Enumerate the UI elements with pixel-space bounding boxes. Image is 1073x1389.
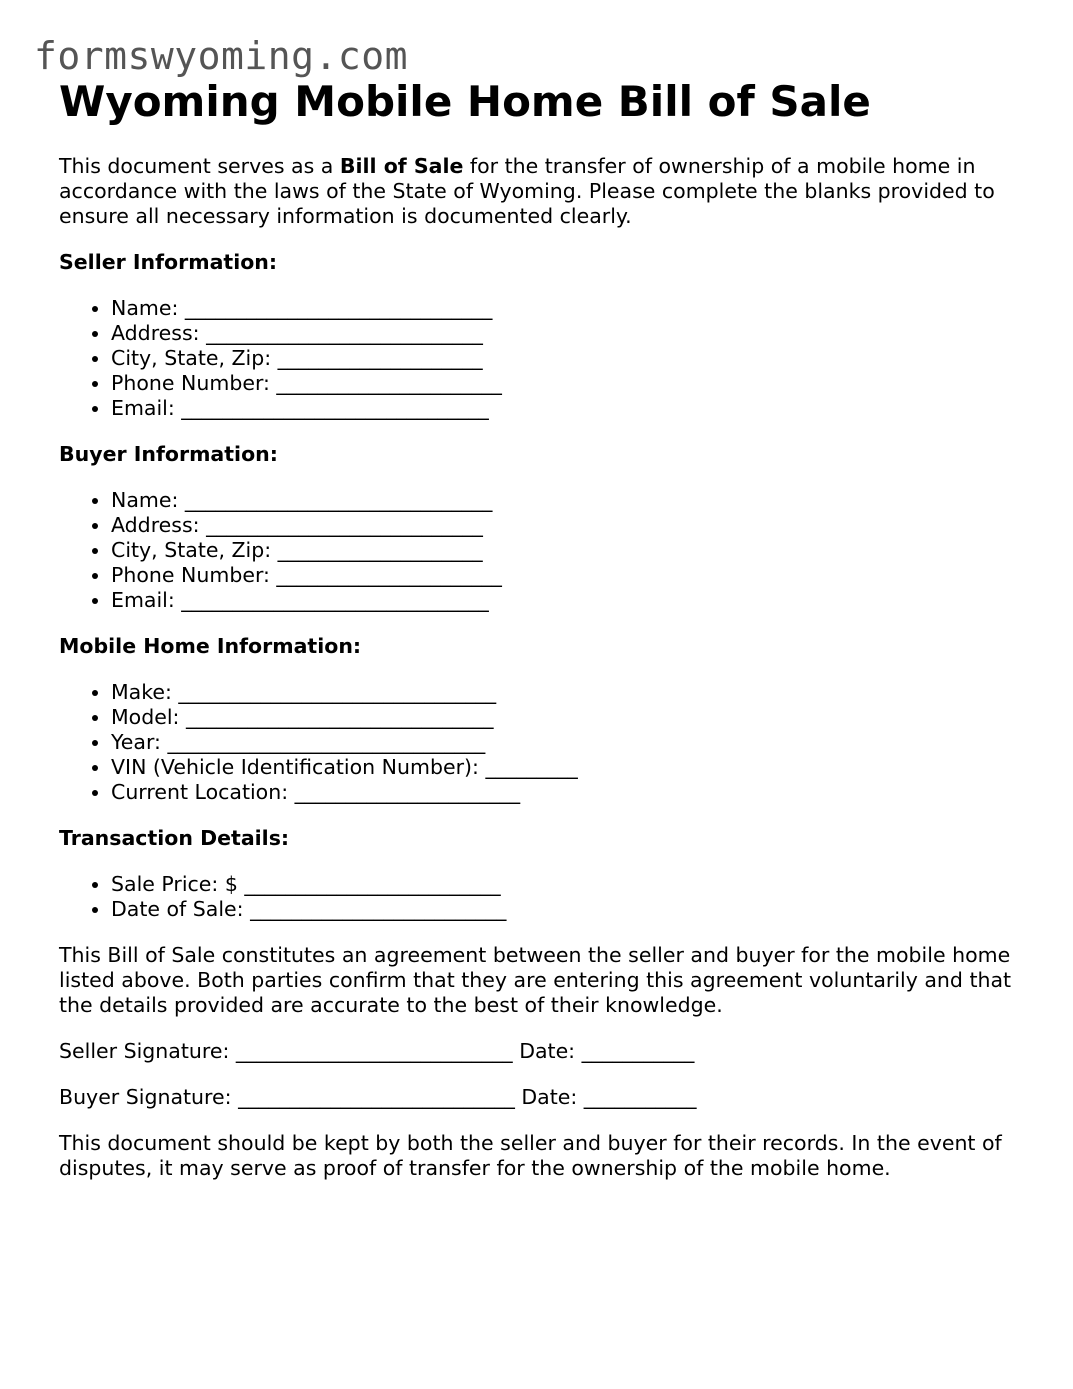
seller-address-field: • Address: ___________________________ [111,321,1019,346]
buyer-signature-label: Buyer Signature: ___________________________ [59,1085,515,1109]
buyer-signature-line [59,1085,1019,1110]
seller-city-state-zip-field: • City, State, Zip: ____________________ [111,346,1019,371]
transaction-section-heading: Transaction Details: [59,826,290,850]
agreement-paragraph: This Bill of Sale constitutes an agreement between the seller and buyer for the mobile home listed above. Both parties confirm that they are entering this agreement voluntarily and that the details provided are accurate to the best of their knowledge. [59,943,1012,1017]
buyer-email-field: • Email: ______________________________ [111,588,1019,613]
buyer-phone-field: • Phone Number: ______________________ [111,563,1019,588]
mobile-home-fields-list [59,680,1019,805]
buyer-section-heading: Buyer Information: [59,442,278,466]
mobile-home-model-field: • Model: ______________________________ [111,705,1019,730]
seller-fields-list [59,296,1019,421]
seller-name-field: • Name: ______________________________ [111,296,1019,321]
buyer-signature-date: Date: ___________ [521,1085,697,1109]
mobile-home-section-heading: Mobile Home Information: [59,634,362,658]
mobile-home-make-field: • Make: _______________________________ [111,680,1019,705]
intro-text-after: for the transfer of ownership of a mobile home in accordance with the laws of the State of Wyoming. Please complete the blanks provided to ensure all necessary information is documented clearly. [59,154,995,228]
records-note-paragraph: This document should be kept by both the seller and buyer for their records. In the event of disputes, it may serve as proof of transfer for the ownership of the mobile home. [59,1131,1002,1180]
intro-bold-term: Bill of Sale [339,154,464,178]
intro-text-before: This document serves as a [59,154,340,178]
buyer-name-field: • Name: ______________________________ [111,488,1019,513]
buyer-fields-list [59,488,1019,613]
buyer-address-field: • Address: ___________________________ [111,513,1019,538]
mobile-home-location-field: • Current Location: ______________________ [111,780,1019,805]
document-title: Wyoming Mobile Home Bill of Sale [59,77,871,126]
site-watermark: formswyoming.com [34,34,409,78]
seller-signature-date: Date: ___________ [519,1039,695,1063]
sale-price-field: • Sale Price: $ _________________________ [111,872,1019,897]
seller-signature-label: Seller Signature: ___________________________ [59,1039,513,1063]
seller-email-field: • Email: ______________________________ [111,396,1019,421]
seller-section-heading: Seller Information: [59,250,278,274]
seller-signature-line [59,1039,1019,1064]
bill-of-sale-document [59,76,1019,1181]
buyer-city-state-zip-field: • City, State, Zip: ____________________ [111,538,1019,563]
mobile-home-year-field: • Year: _______________________________ [111,730,1019,755]
date-of-sale-field: • Date of Sale: _________________________ [111,897,1019,922]
mobile-home-vin-field: • VIN (Vehicle Identification Number): _________ [111,755,1019,780]
intro-paragraph [59,154,1019,229]
transaction-fields-list [59,872,1019,922]
seller-phone-field: • Phone Number: ______________________ [111,371,1019,396]
